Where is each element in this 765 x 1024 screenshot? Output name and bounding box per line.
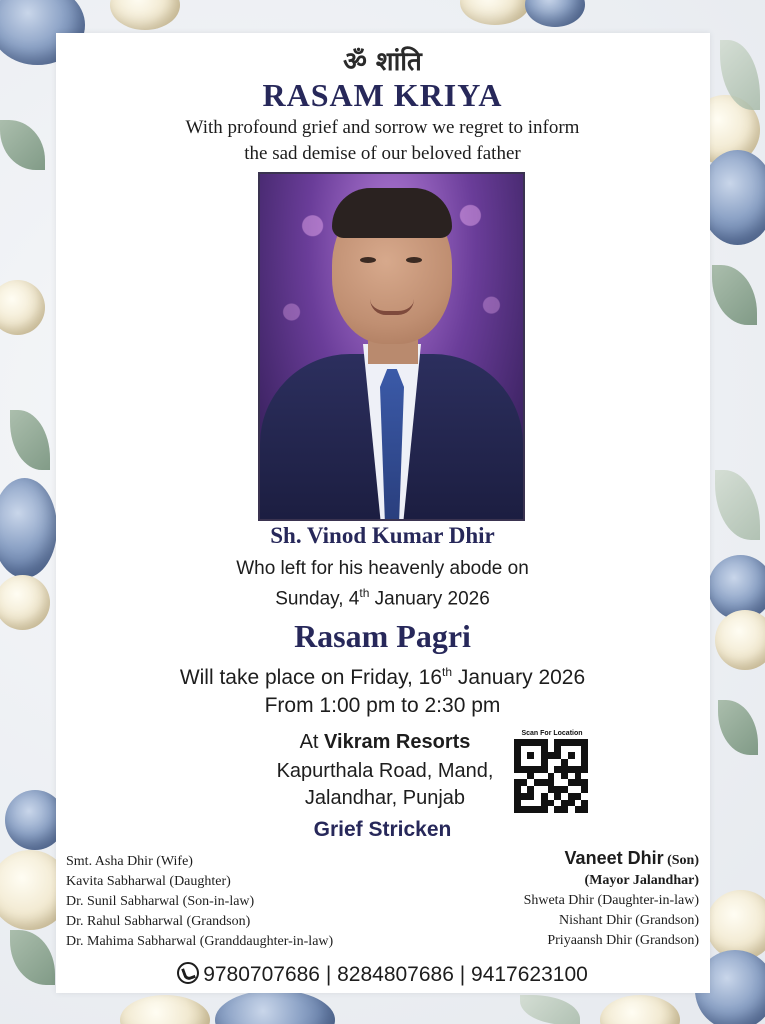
ceremony-date: Will take place on Friday, 16th January 2026 <box>179 665 586 689</box>
venue-address-1: Kapurthala Road, Mand, <box>276 760 494 782</box>
family-member: Nishant Dhir (Grandson) <box>559 913 699 928</box>
venue-name-line: At Vikram Resorts <box>299 731 471 753</box>
blue-rose-decoration <box>215 990 335 1024</box>
venue-address-2: Jalandhar, Punjab <box>304 787 466 809</box>
om-shanti-heading: ॐ शांति <box>343 47 422 77</box>
leaf-decoration <box>10 410 50 470</box>
cream-rose-decoration <box>460 0 530 25</box>
ceremony-title: Rasam Pagri <box>294 618 471 654</box>
family-list-left <box>66 852 333 952</box>
leaf-decoration <box>712 265 757 325</box>
grief-stricken-heading: Grief Stricken <box>313 818 452 841</box>
venue-name: Vikram Resorts <box>324 731 471 753</box>
cream-rose-decoration <box>600 995 680 1024</box>
blue-rose-decoration <box>525 0 585 27</box>
phone-icon <box>177 962 199 984</box>
family-member: Kavita Sabharwal (Daughter) <box>66 874 231 889</box>
family-member: Priyaansh Dhir (Grandson) <box>547 933 699 948</box>
departure-text: Who left for his heavenly abode on <box>236 558 529 579</box>
cream-rose-decoration <box>120 995 210 1024</box>
contact-numbers <box>0 962 765 987</box>
family-member: Dr. Rahul Sabharwal (Grandson) <box>66 914 251 929</box>
cream-rose-decoration <box>0 280 45 335</box>
ceremony-time: From 1:00 pm to 2:30 pm <box>264 694 501 717</box>
leaf-decoration <box>520 995 580 1024</box>
deceased-name: Sh. Vinod Kumar Dhir <box>270 523 495 548</box>
son-title: (Mayor Jalandhar) <box>584 873 699 888</box>
son-line: Vaneet Dhir (Son) <box>564 848 699 868</box>
qr-icon <box>514 739 588 813</box>
departure-date: Sunday, 4th January 2026 <box>275 586 490 610</box>
family-member: Smt. Asha Dhir (Wife) <box>66 854 193 869</box>
qr-label: Scan For Location <box>521 730 583 737</box>
phone-numbers[interactable]: 9780707686 | 8284807686 | 9417623100 <box>203 963 588 986</box>
intro-line-1: With profound grief and sorrow we regret to inform <box>185 117 580 138</box>
family-member: Dr. Mahima Sabharwal (Granddaughter-in-law) <box>66 934 334 949</box>
deceased-portrait <box>258 172 525 521</box>
location-qr-code[interactable] <box>514 730 590 813</box>
intro-line-2: the sad demise of our beloved father <box>244 143 521 164</box>
son-name: Vaneet Dhir <box>564 848 664 868</box>
family-list-right <box>524 848 699 951</box>
family-member: Dr. Sunil Sabharwal (Son-in-law) <box>66 894 255 909</box>
page-title: RASAM KRIYA <box>262 77 503 113</box>
cream-rose-decoration <box>110 0 180 30</box>
family-member: Shweta Dhir (Daughter-in-law) <box>523 893 699 908</box>
